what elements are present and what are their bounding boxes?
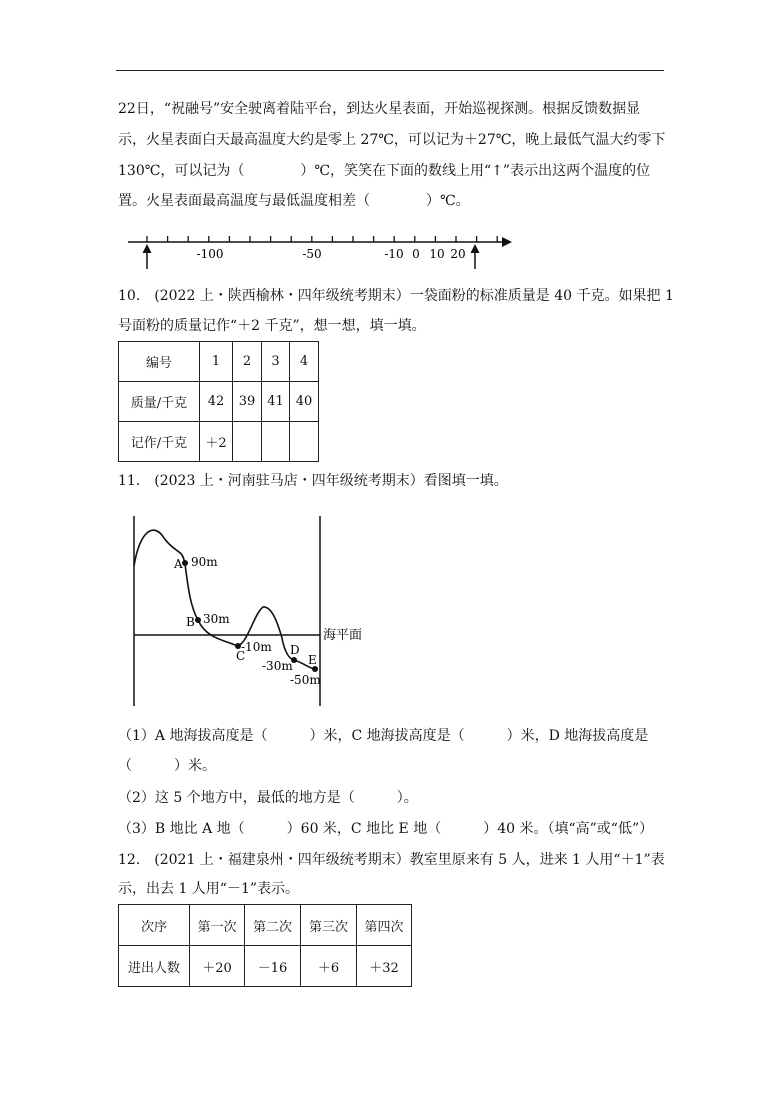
table-cell: －16 <box>245 946 301 987</box>
table-row <box>119 342 319 382</box>
q9-line-1: 22日，“祝融号”安全驶离着陆平台，到达火星表面，开始巡视探测。根据反馈数据显 <box>118 101 641 117</box>
q11-sub-1-line-2: （ ）米。 <box>118 758 216 774</box>
number-line <box>120 228 520 274</box>
answer-blank[interactable] <box>262 422 290 462</box>
q11-sub-3: （3）B 地比 A 地（ ）60 米，C 地比 E 地（ ）40 米。（填“高”或“低”） <box>118 821 654 837</box>
table-cell: 记作/千克 <box>119 422 200 462</box>
table-cell: ＋32 <box>357 946 412 987</box>
table-cell: 第三次 <box>301 905 357 946</box>
table-cell: 42 <box>200 382 233 422</box>
nl-label-10: 10 <box>429 247 445 261</box>
table-cell: 次序 <box>119 905 190 946</box>
point-label-e: E <box>308 653 317 667</box>
table-row <box>119 382 319 422</box>
q11-title: 11. (2023 上・河南驻马店・四年级统考期末）看图填一填。 <box>118 473 508 489</box>
nl-label-minus-50: -50 <box>302 247 322 261</box>
point-value-d: -30m <box>262 659 293 673</box>
q10-line-2: 号面粉的质量记作“＋2 千克”，想一想，填一填。 <box>118 318 426 334</box>
q12-line-1: 12. (2021 上・福建泉州・四年级统考期末）教室里原来有 5 人，进来 1 人用“＋1”表 <box>118 852 665 868</box>
answer-blank[interactable] <box>290 422 319 462</box>
point-label-b: B <box>186 615 195 629</box>
table-row <box>119 422 319 462</box>
table-row <box>119 946 412 987</box>
table-cell: 3 <box>262 342 290 382</box>
number-line-arrowhead <box>502 237 512 247</box>
q11-sub-1-line-1: （1）A 地海拔高度是（ ）米，C 地海拔高度是（ ）米，D 地海拔高度是 <box>118 728 649 744</box>
nl-label-0: 0 <box>412 247 420 261</box>
table-cell: 第二次 <box>245 905 301 946</box>
point-value-c: -10m <box>241 640 272 654</box>
q9-line-4: 置。火星表面最高温度与最低温度相差（ ）℃。 <box>118 193 470 209</box>
point-label-d: D <box>290 643 300 657</box>
table-cell: ＋2 <box>200 422 233 462</box>
table-cell: 质量/千克 <box>119 382 200 422</box>
q10-line-1: 10. (2022 上・陕西榆林・四年级统考期末）一袋面粉的标准质量是 40 千克。如果把 1 <box>118 288 674 304</box>
nl-label-minus-10: -10 <box>384 247 404 261</box>
table-cell: 进出人数 <box>119 946 190 987</box>
table-cell: 第四次 <box>357 905 412 946</box>
answer-blank[interactable] <box>233 422 262 462</box>
entry-exit-table <box>118 904 412 987</box>
mass-table <box>118 341 319 462</box>
table-cell: ＋20 <box>190 946 245 987</box>
table-cell: ＋6 <box>301 946 357 987</box>
nl-label-20: 20 <box>450 247 466 261</box>
table-cell: 2 <box>233 342 262 382</box>
point-value-b: 30m <box>203 612 230 626</box>
number-line-ticks <box>147 236 497 242</box>
point-label-a: A <box>174 557 183 571</box>
up-arrow-left <box>143 244 152 269</box>
table-cell: 1 <box>200 342 233 382</box>
point-b-dot <box>195 617 201 623</box>
table-cell: 39 <box>233 382 262 422</box>
header-rule <box>116 70 664 71</box>
table-cell: 4 <box>290 342 319 382</box>
q12-line-2: 示，出去 1 人用“－1”表示。 <box>118 881 300 897</box>
point-value-a: 90m <box>191 555 218 569</box>
q9-line-2: 示，火星表面白天最高温度大约是零上 27℃，可以记为＋27℃，晚上最低气温大约零下 <box>118 132 666 148</box>
terrain-profile <box>134 530 315 669</box>
nl-label-minus-100: -100 <box>196 247 224 261</box>
q9-line-3: 130℃，可以记为（ ）℃，笑笑在下面的数线上用“↑”表示出这两个温度的位 <box>118 163 651 179</box>
table-cell: 41 <box>262 382 290 422</box>
q11-sub-2: （2）这 5 个地方中，最低的地方是（ ）。 <box>118 790 418 806</box>
point-a-dot <box>182 560 188 566</box>
table-row <box>119 905 412 946</box>
table-cell: 编号 <box>119 342 200 382</box>
sea-level-label: 海平面 <box>323 628 363 643</box>
table-cell: 第一次 <box>190 905 245 946</box>
altitude-diagram <box>118 508 378 708</box>
table-cell: 40 <box>290 382 319 422</box>
up-arrow-right <box>471 244 480 269</box>
point-value-e: -50m <box>290 673 321 687</box>
point-label-c: C <box>236 649 246 663</box>
